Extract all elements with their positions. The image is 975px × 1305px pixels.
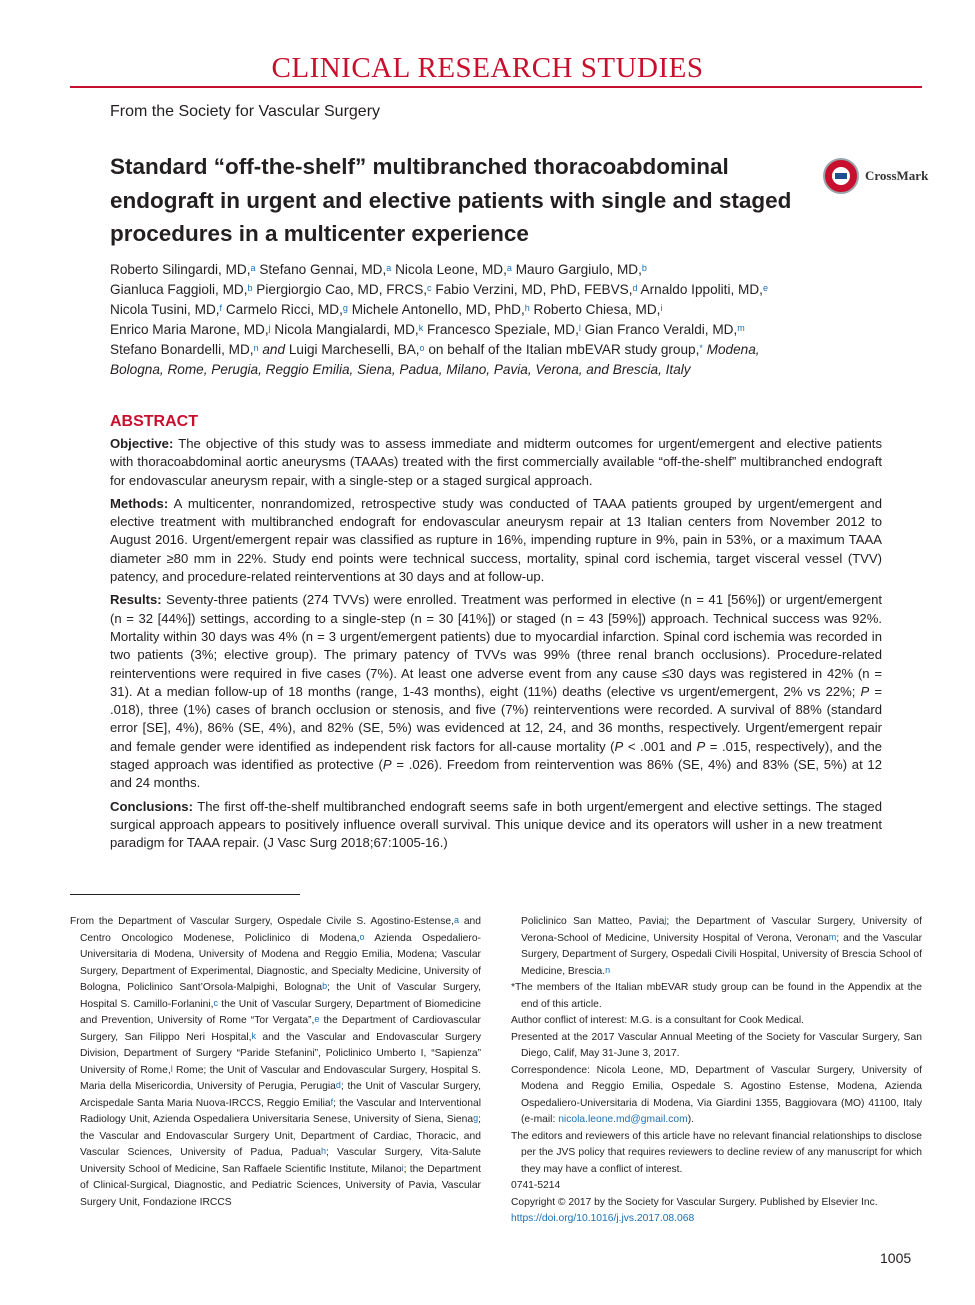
crossmark-badge[interactable] [823, 158, 933, 198]
correspondence-note: Correspondence: Nicola Leone, MD, Department of Vascular Surgery, University of Modena and Reggio Emilia, Ospedale S. Agostino Estense, Modena, Azienda Ospedaliero-Universitaria di Modena, Via Giardini 1355, Baggiovara (MO) 41100, Italy (e-mail: nicola.leone.md@gmail.com). [511, 1064, 922, 1125]
abstract-objective: Objective: The objective of this study was to assess immediate and midterm outcomes for urgent/emergent and elective patients with thoracoabdominal aortic aneurysms (TAAAs) treated with the first commercially available “off-the-shelf” multibranched endograft for endovascular aneurysm repair, with a single-step or a staged surgical approach. [110, 436, 882, 488]
editors-note: The editors and reviewers of this article have no relevant financial relationships to disclose per the JVS policy that requires reviewers to decline review of any manuscript for which they may have a conflict of interest. [511, 1130, 922, 1175]
footnote-divider [70, 894, 300, 895]
header-rule [70, 86, 922, 88]
abstract-heading: ABSTRACT [110, 413, 198, 430]
abstract-body [110, 435, 882, 858]
affiliations-right: Policlinico San Matteo, Pavia$^j$; the Department of Vascular Surgery, University of Verona-School of Medicine, University Hospital of Verona, Verona$^m$; and the Vascular Surgery, Department of Surgery, Ospedali Civili Hospital, University of Brescia School of Medicine, Brescia.$^n$ *The members of the Italian mbEVAR study group can be found in the Appendix at the end of this article. Author conflict of interest: M.G. is a consultant for Cook Medical. Presented at the 2017 Vascular Annual Meeting of the Society for Vascular Surgery, San Diego, Calif, May 31-June 3, 2017. Correspondence: Nicola Leone, MD, Department of Vascular Surgery, University of Modena and Reggio Emilia, Ospedale S. Agostino Estense, Modena, Azienda Ospedaliero-Universitaria di Modena, Via Giardini 1355, Baggiovara (MO) 41100, Italy (e-mail: nicola.leone.md@gmail.com). The editors and reviewers of this article have no relevant financial relationships to disclose per the JVS policy that requires reviewers to decline review of any manuscript for which they may have a conflict of interest. 0741-5214 Copyright © 2017 by the Society for Vascular Surgery. Published by Elsevier Inc. https://doi.org/10.1016/j.jvs.2017.08.068 [511, 915, 922, 1224]
abstract-methods: Methods: A multicenter, nonrandomized, retrospective study was conducted of TAAA patients grouped by urgent/emergent and elective treatment with multibranched endograft for endovascular aneurysm repair at 13 Italian centers from November 2012 to August 2016. Urgent/emergent repair was classified as rupture in 16%, impending rupture in 9%, pain in 53%, or a maximum TAAA diameter ≥80 mm in 22%. Study end points were technical success, mortality, spinal cord ischemia, target visceral vessel (TVV) patency, and procedure-related reinterventions at 30 days and at follow-up. [110, 495, 882, 585]
article-title: Standard “off-the-shelf” multibranched thoracoabdominal endograft in urgent and elective patients with single and staged procedures in a multicenter experience [110, 154, 792, 246]
presented-note: Presented at the 2017 Vascular Annual Meeting of the Society for Vascular Surgery, San Diego, Calif, May 31-June 3, 2017. [511, 1031, 922, 1059]
issn: 0741-5214 [511, 1180, 561, 1191]
email-link[interactable]: nicola.leone.md@gmail.com [558, 1114, 688, 1125]
study-group-note: *The members of the Italian mbEVAR study group can be found in the Appendix at the end of this article. [511, 982, 922, 1010]
doi-link[interactable]: https://doi.org/10.1016/j.jvs.2017.08.068 [511, 1213, 695, 1224]
page-number: 1005 [880, 1250, 912, 1266]
affiliations-left: From the Department of Vascular Surgery, Ospedale Civile S. Agostino-Estense,$^a$ and Centro Oncologico Modenese, Policlinico di Modena,$^o$ Azienda Ospedaliero-Universitaria di Modena, University of Modena and Reggio Emilia, Modena; Vascular Surgery, Department of Experimental, Diagnostic, and Specialty Medicine, University of Bologna, Policlinico Sant’Orsola-Malpighi, Bologna$^b$; the Unit of Vascular Surgery, Hospital S. Camillo-Forlanini,$^c$ the Unit of Vascular Surgery, Department of Biomedicine and Prevention, University of Rome “Tor Vergata”,$^e$ the Department of Cardiovascular Surgery, San Filippo Neri Hospital,$^k$ and the Vascular and Endovascular Surgery Division, Department of Surgery “Paride Stefanini”, Policlinico Umberto I, “Sapienza” University of Rome,$^l$ Rome; the Unit of Vascular and Endovascular Surgery, Hospital S. Maria della Misericordia, University of Perugia, Perugia$^d$; the Unit of Vascular Surgery, Arcispedale Santa Maria Nuova-IRCCS, Reggio Emilia$^f$; the Vascular and Interventional Radiology Unit, Azienda Ospedaliera Universitaria Senese, University of Siena, Siena$^g$; the Vascular and Endovascular Surgery Unit, Department of Cardiac, Thoracic, and Vascular Sciences, University of Padua, Padua$^h$; Vascular Surgery, Vita-Salute University School of Medicine, San Raffaele Scientific Institute, Milano$^i$; the Department of Clinical-Surgical, Diagnostic, and Pediatric Sciences, University of Pavia, Vascular Surgery Unit, Fondazione IRCCS [70, 915, 481, 1208]
society-label: From the Society for Vascular Surgery [110, 103, 381, 120]
section-title: CLINICAL RESEARCH STUDIES [271, 52, 704, 84]
abstract-conclusions: Conclusions: The first off-the-shelf multibranched endograft seems safe in both urgent/emergent and elective settings. The staged surgical approach appears to positively influence overall survival. This unique device and its operators will usher in a new treatment paradigm for TAAA repair. (J Vasc Surg 2018;67:1005-16.) [110, 798, 882, 851]
conflict-note: Author conflict of interest: M.G. is a consultant for Cook Medical. [511, 1015, 805, 1026]
copyright: Copyright © 2017 by the Society for Vascular Surgery. Published by Elsevier Inc. [511, 1196, 878, 1208]
abstract-results: Results: Seventy-three patients (274 TVVs) were enrolled. Treatment was performed in elective (n = 41 [56%]) or urgent/emergent (n = 32 [44%]) settings, according to a single-step (n = 30 [41%]) or staged (n = 43 [59%]) approach. Technical success was 92%. Mortality within 30 days was 4% (n = 3 urgent/emergent patients) due to myocardial infarction. Spinal cord ischemia was recorded in two patients (3%; elective group). The primary patency of TVVs was 99% (three renal branch occlusions). Procedure-related reinterventions were required in five cases (7%). At least one adverse event from any cause ≤30 days was registered in 42% (n = 31). At a median follow-up of 18 months (range, 1-43 months), eight (11%) deaths (elective vs urgent/emergent, 2% vs 22%; P = .018), three (1%) cases of branch occlusion or stenosis, and five (7%) reinterventions were recorded. A survival of 88% (standard error [SE], 4%), 86% (SE, 4%), and 82% (SE, 5%) was evidenced at 12, 24, and 36 months, respectively. Urgent/emergent repair and female gender were identified as independent risk factors for all-cause mortality (P < .001 and P = .015, respectively), and the staged approach was identified as protective (P = .026). Freedom from reintervention was 86% (SE, 4%) and 83% (SE, 5%) at 12 and 24 months. [110, 592, 883, 791]
crossmark-label: CrossMark [865, 168, 929, 183]
author-list: Roberto Silingardi, MD,$^a$ Stefano Gennai, MD,$^a$ Nicola Leone, MD,$^a$ Mauro Gargiulo, MD,$^b$ Gianluca Faggioli, MD,$^b$ Piergiorgio Cao, MD, FRCS,$^c$ Fabio Verzini, MD, PhD, FEBVS,$^d$ Arnaldo Ippoliti, MD,$^e$ Nicola Tusini, MD,$^f$ Carmelo Ricci, MD,$^g$ Michele Antonello, MD, PhD,$^h$ Roberto Chiesa, MD,$^i$ Enrico Maria Marone, MD,$^j$ Nicola Mangialardi, MD,$^k$ Francesco Speziale, MD,$^l$ Gian Franco Veraldi, MD,$^m$ Stefano Bonardelli, MD,$^n$ and Luigi Marcheselli, BA,$^o$ on behalf of the Italian mbEVAR study group,* Modena, Bologna, Rome, Perugia, Reggio Emilia, Siena, Padua, Milano, Pavia, Verona, and Brescia, Italy [110, 262, 768, 377]
crossmark-icon [823, 158, 859, 194]
